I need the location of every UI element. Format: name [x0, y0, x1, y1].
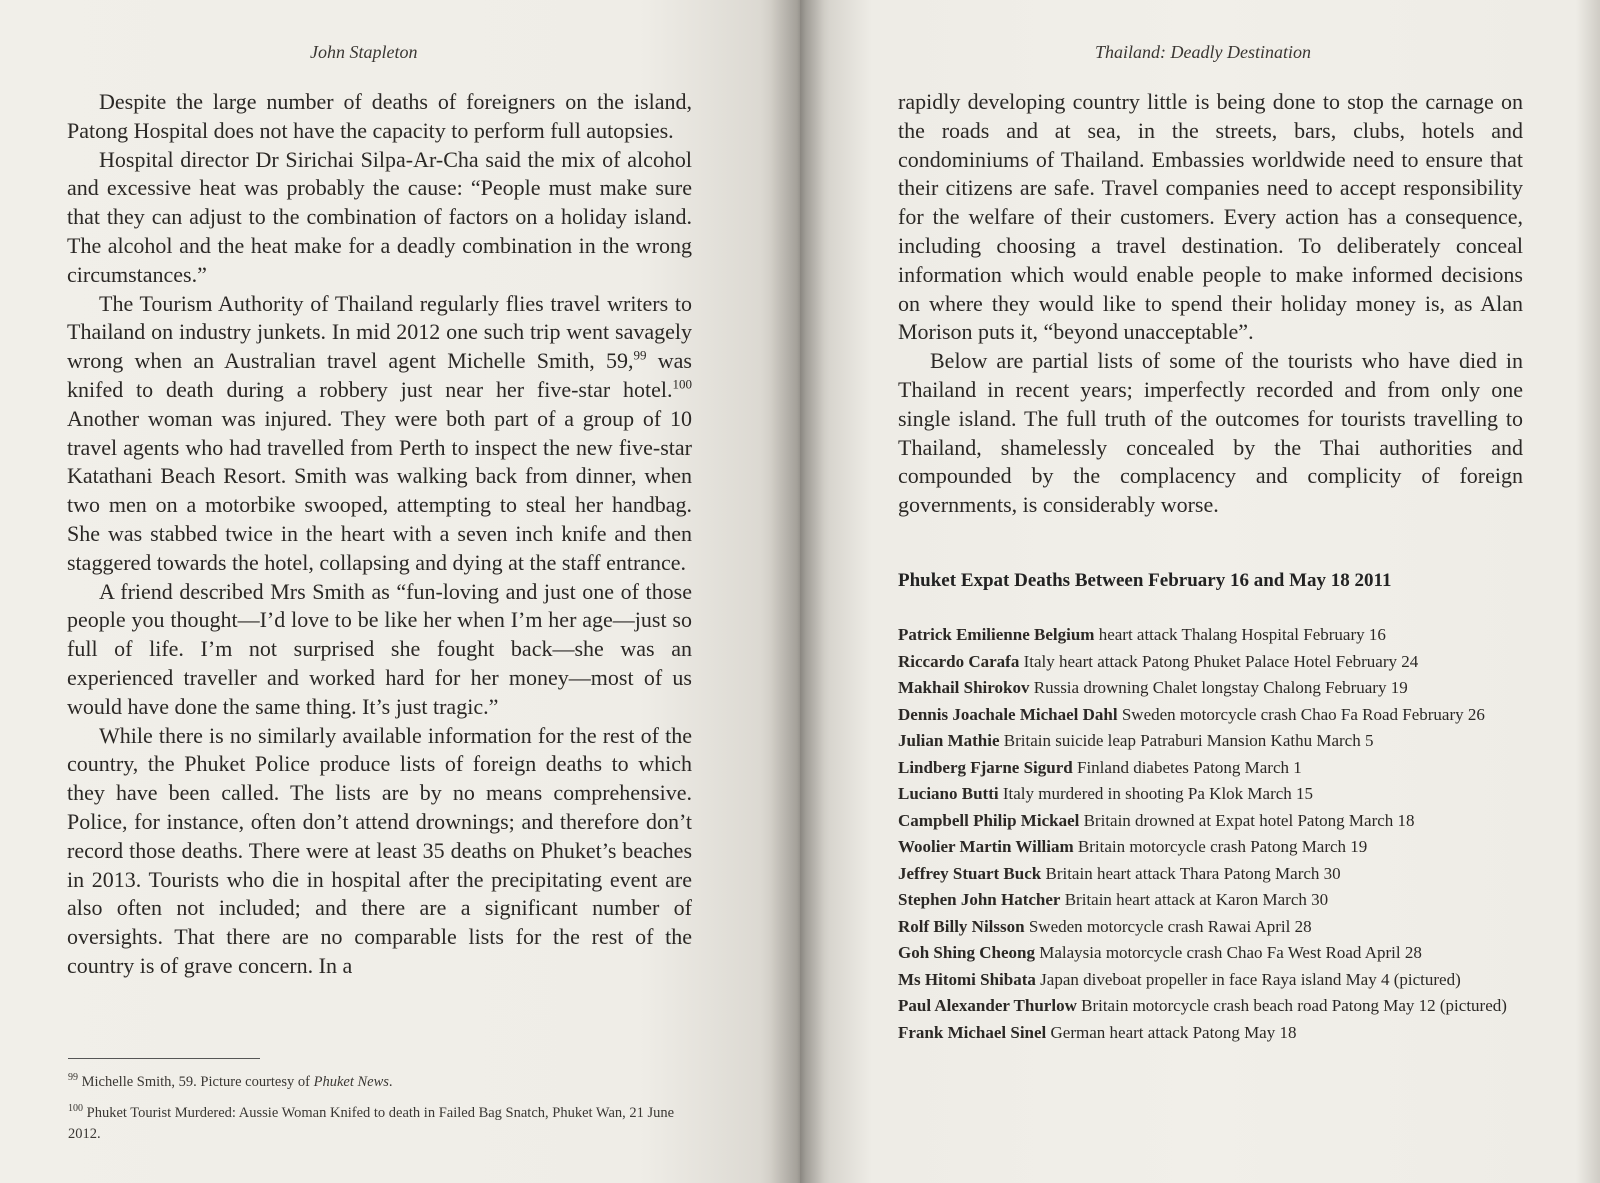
- list-item: [898, 1020, 1508, 1047]
- list-item: [898, 755, 1508, 782]
- person-name: Luciano Butti: [898, 784, 999, 803]
- person-name: Woolier Martin William: [898, 837, 1074, 856]
- death-detail: Russia drowning Chalet longstay Chalong February 19: [1029, 678, 1408, 697]
- left-body-text: [67, 88, 692, 981]
- paragraph: Despite the large number of deaths of foreigners on the island, Patong Hospital does not have the capacity to perform full autopsies.: [67, 89, 692, 143]
- death-detail: German heart attack Patong May 18: [1046, 1022, 1297, 1042]
- paragraph-text: was knifed to death during a robbery just near her five-star hotel.: [67, 348, 692, 402]
- footnote-ref-99[interactable]: 99: [633, 347, 647, 363]
- list-item: [898, 940, 1508, 967]
- person-name: Ms Hitomi Shibata: [898, 969, 1036, 989]
- list-item: [898, 728, 1508, 755]
- list-item: [898, 834, 1508, 861]
- death-detail: Britain heart attack at Karon March 30: [1060, 890, 1329, 909]
- death-detail: Malaysia motorcycle crash Chao Fa West Road April 28: [1035, 943, 1422, 962]
- paragraph: A friend described Mrs Smith as “fun-loving and just one of those people you thought—I’d love to be like her when I’m her age—just so full of life. I’m not surprised she fought back—she was an experienced traveller and worked hard for her money—most of us would have done the same thing. It’s just tragic.”: [67, 578, 692, 719]
- person-name: Frank Michael Sinel: [898, 1022, 1047, 1042]
- running-head-author: John Stapleton: [310, 42, 418, 62]
- paragraph: Hospital director Dr Sirichai Silpa-Ar-Cha said the mix of alcohol and excessive heat was probably the cause: “People must make sure that they can adjust to the combination of factors on a holiday island. The alcohol and the heat make for a deadly combination in the wrong circumstances.”: [67, 146, 692, 287]
- death-detail: Finland diabetes Patong March 1: [1072, 757, 1302, 777]
- footnote-italic: Phuket News: [313, 1074, 389, 1090]
- footnote-tail: .: [388, 1074, 393, 1090]
- death-detail: Italy murdered in shooting Pa Klok March 15: [998, 784, 1314, 803]
- list-item: [898, 993, 1508, 1020]
- person-name: Makhail Shirokov: [898, 678, 1030, 697]
- person-name: Rolf Billy Nilsson: [898, 916, 1025, 936]
- list-item: [898, 887, 1508, 914]
- person-name: Lindberg Fjarne Sigurd: [898, 757, 1073, 777]
- paragraph: Below are partial lists of some of the tourists who have died in Thailand in recent years; imperfectly recorded and from only one single island. The full truth of the outcomes for tourists travelling to Thailand, shamelessly concealed by the Thai authorities and compounded by the complacency and complicity of foreign governments, is considerably worse.: [898, 348, 1523, 518]
- footnote: [68, 1103, 708, 1145]
- right-body-text: [898, 88, 1523, 520]
- death-detail: Britain motorcycle crash Patong March 19: [1073, 837, 1368, 856]
- person-name: Julian Mathie: [898, 731, 1000, 750]
- death-detail: Sweden motorcycle crash Chao Fa Road February 26: [1117, 704, 1485, 724]
- footnote: [68, 1072, 708, 1093]
- footnote-text: Phuket Tourist Murdered: Aussie Woman Knifed to death in Failed Bag Snatch, Phuket Wan, 21 June 2012.: [68, 1105, 675, 1142]
- deaths-list: [898, 622, 1508, 1046]
- person-name: Stephen John Hatcher: [898, 890, 1061, 909]
- person-name: Campbell Philip Mickael: [898, 810, 1080, 830]
- person-name: Paul Alexander Thurlow: [898, 996, 1077, 1015]
- list-item: [898, 781, 1508, 808]
- list-item: [898, 622, 1508, 649]
- death-detail: Italy heart attack Patong Phuket Palace Hotel February 24: [1019, 651, 1419, 671]
- person-name: Riccardo Carafa: [898, 651, 1020, 671]
- paragraph: rapidly developing country little is being done to stop the carnage on the roads and at sea, in the streets, bars, clubs, hotels and condominiums of Thailand. Embassies worldwide need to ensure that their citizens are safe. Travel companies need to accept responsibility for the welfare of their customers. Every action has a consequence, including choosing a travel destination. To deliberately conceal information which would enable people to make informed decisions on where they would like to spend their holiday money is, as Alan Morison puts it, “beyond unacceptable”.: [898, 89, 1523, 345]
- footnote-divider: [68, 1058, 260, 1059]
- footnote-mark: 99: [68, 1072, 78, 1084]
- paragraph: [67, 290, 692, 578]
- person-name: Goh Shing Cheong: [898, 943, 1035, 962]
- footnotes: [68, 1072, 708, 1155]
- footnote-mark: 100: [68, 1103, 83, 1115]
- footnote-text: Michelle Smith, 59. Picture courtesy of: [78, 1074, 314, 1090]
- running-head-title: Thailand: Deadly Destination: [1095, 42, 1311, 62]
- death-detail: Japan diveboat propeller in face Raya island May 4 (pictured): [1035, 969, 1461, 989]
- list-item: [898, 649, 1508, 676]
- list-item: [898, 675, 1508, 702]
- death-detail: Britain heart attack Thara Patong March 30: [1041, 863, 1341, 883]
- paragraph: While there is no similarly available information for the rest of the country, the Phuket Police produce lists of foreign deaths to which they have been called. The lists are by no means comprehensive. Police, for instance, often don’t attend drownings; and therefore don’t record those deaths. There were at least 35 deaths on Phuket’s beaches in 2013. Tourists who die in hospital after the precipitating event are also often not included; and there are a significant number of oversights. That there are no comparable lists for the rest of the country is of grave concern. In a: [67, 722, 692, 978]
- death-detail: Britain suicide leap Patraburi Mansion Kathu March 5: [999, 731, 1374, 750]
- paragraph-text: The Tourism Authority of Thailand regularly flies travel writers to Thailand on industry junkets. In mid 2012 one such trip went savagely wrong when an Australian travel agent Michelle Smith, 59,: [67, 290, 692, 374]
- list-item: [898, 808, 1508, 835]
- death-detail: heart attack Thalang Hospital February 16: [1094, 625, 1386, 644]
- footnote-ref-100[interactable]: 100: [672, 376, 692, 392]
- person-name: Dennis Joachale Michael Dahl: [898, 704, 1118, 724]
- paragraph-text: Another woman was injured. They were both part of a group of 10 travel agents who had travelled from Perth to inspect the new five-star Katathani Beach Resort. Smith was walking back from dinner, when two men on a motorbike swooped, attempting to steal her handbag. She was stabbed twice in the heart with a seven inch knife and then staggered towards the hotel, collapsing and dying at the staff entrance.: [67, 405, 692, 575]
- section-heading: Phuket Expat Deaths Between February 16 and May 18 2011: [898, 570, 1392, 591]
- list-item: [898, 702, 1508, 729]
- death-detail: Sweden motorcycle crash Rawai April 28: [1024, 916, 1312, 936]
- list-item: [898, 967, 1508, 994]
- death-detail: Britain drowned at Expat hotel Patong March 18: [1079, 810, 1415, 830]
- list-item: [898, 861, 1508, 888]
- person-name: Patrick Emilienne Belgium: [898, 625, 1095, 644]
- death-detail: Britain motorcycle crash beach road Patong May 12 (pictured): [1076, 996, 1507, 1015]
- list-item: [898, 914, 1508, 941]
- person-name: Jeffrey Stuart Buck: [898, 863, 1042, 883]
